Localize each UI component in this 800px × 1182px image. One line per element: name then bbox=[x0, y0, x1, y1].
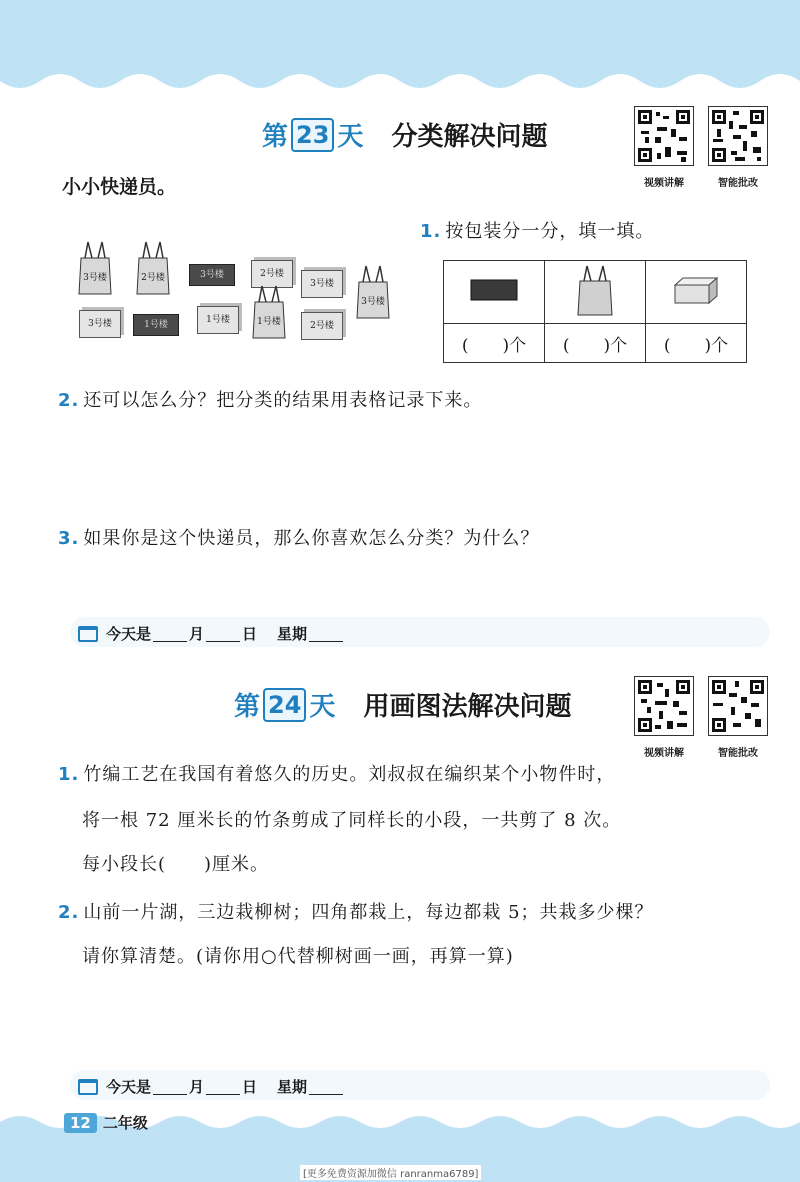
section1-heading bbox=[262, 116, 547, 153]
qr-video-label: 视频讲解 bbox=[644, 748, 684, 759]
intro-text: 小小快递员。 bbox=[62, 176, 177, 198]
qr-code-icon[interactable] bbox=[634, 676, 694, 736]
date-weekday-label: 星期 bbox=[277, 625, 308, 643]
table-cell bbox=[646, 261, 747, 324]
bag-label: 3号楼 bbox=[361, 297, 385, 307]
question-text: 山前一片湖，三边栽柳树；四角都栽上，每边都栽 5；共栽多少棵？ bbox=[83, 902, 654, 923]
qr-code-icon[interactable] bbox=[634, 106, 694, 166]
section2-day-label bbox=[234, 686, 335, 723]
qr-grading[interactable] bbox=[708, 676, 768, 759]
count-answer-cell[interactable]: ( )个 bbox=[545, 324, 646, 363]
box-label: 3号楼 bbox=[79, 310, 121, 338]
date-weekday-blank[interactable] bbox=[309, 1078, 343, 1095]
section2-question-1 bbox=[58, 760, 615, 786]
bag-label: 1号楼 bbox=[257, 317, 281, 327]
box-label: 2号楼 bbox=[301, 312, 343, 340]
section2-qr-group bbox=[634, 676, 768, 759]
question-number: 3. bbox=[58, 528, 80, 549]
day-prefix: 第 bbox=[262, 122, 289, 152]
qr-video-label: 视频讲解 bbox=[644, 178, 684, 189]
box-label: 1号楼 bbox=[197, 306, 239, 334]
shopping-bag-icon bbox=[575, 263, 615, 317]
question-text: 竹编工艺在我国有着悠久的历史。刘叔叔在编织某个小物件时， bbox=[83, 764, 616, 785]
box-package bbox=[79, 310, 121, 338]
table-row bbox=[444, 261, 747, 324]
top-wave-band bbox=[0, 0, 800, 95]
grade-label: 二年级 bbox=[102, 1114, 148, 1132]
date-month-blank[interactable] bbox=[153, 1078, 187, 1095]
section1-question-3 bbox=[58, 524, 539, 550]
section1-qr-group bbox=[634, 106, 768, 189]
envelope-package bbox=[189, 264, 235, 286]
package-illustration bbox=[75, 236, 395, 346]
section1-date-row bbox=[78, 623, 345, 644]
question-number: 1. bbox=[58, 764, 80, 785]
bag-package bbox=[77, 240, 113, 300]
envelope-package bbox=[133, 314, 179, 336]
question-text: 还可以怎么分？把分类的结果用表格记录下来。 bbox=[83, 390, 483, 411]
section2-date-row bbox=[78, 1076, 345, 1097]
box-icon bbox=[673, 275, 719, 305]
question-text-line: 每小段长( )厘米。 bbox=[82, 854, 270, 875]
question-text: 按包装分一分，填一填。 bbox=[445, 221, 655, 242]
date-month-blank[interactable] bbox=[153, 625, 187, 642]
question-number: 2. bbox=[58, 902, 80, 923]
box-package bbox=[197, 306, 239, 334]
date-today-label: 今天是 bbox=[106, 1078, 152, 1096]
date-day-label: 日 bbox=[242, 625, 258, 643]
date-day-blank[interactable] bbox=[206, 625, 240, 642]
day-number: 24 bbox=[263, 688, 306, 722]
date-weekday-blank[interactable] bbox=[309, 625, 343, 642]
box-package bbox=[301, 312, 343, 340]
question-number: 1. bbox=[420, 221, 442, 242]
box-label: 3号楼 bbox=[301, 270, 343, 298]
page-footer bbox=[64, 1112, 148, 1133]
question-text-line: 将一根 72 厘米长的竹条剪成了同样长的小段，一共剪了 8 次。 bbox=[82, 810, 622, 831]
qr-grading-label: 智能批改 bbox=[718, 178, 758, 189]
shopping-bag-icon bbox=[77, 240, 113, 296]
count-answer-cell[interactable]: ( )个 bbox=[646, 324, 747, 363]
section1-topic: 分类解决问题 bbox=[391, 122, 548, 152]
date-today-label: 今天是 bbox=[106, 625, 152, 643]
day-suffix: 天 bbox=[309, 692, 336, 722]
question-number: 2. bbox=[58, 390, 80, 411]
question-text: 如果你是这个快递员，那么你喜欢怎么分类？为什么？ bbox=[83, 528, 540, 549]
page-number: 12 bbox=[64, 1113, 97, 1133]
bag-package bbox=[135, 240, 171, 300]
day-number: 23 bbox=[291, 118, 334, 152]
section2-question-2 bbox=[58, 898, 654, 924]
calendar-icon bbox=[78, 1079, 98, 1095]
section2-topic: 用画图法解决问题 bbox=[363, 692, 572, 722]
table-cell bbox=[545, 261, 646, 324]
qr-code-icon[interactable] bbox=[708, 106, 768, 166]
shopping-bag-icon bbox=[251, 284, 287, 340]
question-text-line: 请你算清楚。(请你用○代替柳树画一画，再算一算) bbox=[82, 946, 514, 967]
watermark-note: [更多免费资源加微信 ranranma6789] bbox=[300, 1165, 481, 1180]
calendar-icon bbox=[78, 626, 98, 642]
table-row bbox=[444, 324, 747, 363]
bag-package bbox=[251, 284, 287, 344]
qr-code-icon[interactable] bbox=[708, 676, 768, 736]
envelope-label: 1号楼 bbox=[133, 314, 179, 336]
table-cell bbox=[444, 261, 545, 324]
bag-package bbox=[355, 264, 391, 324]
shopping-bag-icon bbox=[135, 240, 171, 296]
date-weekday-label: 星期 bbox=[277, 1078, 308, 1096]
envelope-label: 3号楼 bbox=[189, 264, 235, 286]
day-suffix: 天 bbox=[337, 122, 364, 152]
section1-question-2 bbox=[58, 386, 482, 412]
box-label: 2号楼 bbox=[251, 260, 293, 288]
section1-day-label bbox=[262, 116, 363, 153]
count-answer-cell[interactable]: ( )个 bbox=[444, 324, 545, 363]
section2-heading bbox=[234, 686, 571, 723]
section1-question-1 bbox=[420, 217, 654, 243]
top-wave-edge bbox=[0, 67, 800, 97]
date-month-label: 月 bbox=[189, 1078, 205, 1096]
envelope-icon bbox=[469, 277, 519, 303]
date-day-label: 日 bbox=[242, 1078, 258, 1096]
qr-video[interactable] bbox=[634, 106, 694, 189]
shopping-bag-icon bbox=[355, 264, 391, 320]
date-month-label: 月 bbox=[189, 625, 205, 643]
date-day-blank[interactable] bbox=[206, 1078, 240, 1095]
bag-label: 3号楼 bbox=[83, 273, 107, 283]
qr-grading-label: 智能批改 bbox=[718, 748, 758, 759]
bag-label: 2号楼 bbox=[141, 273, 165, 283]
sorting-table bbox=[443, 260, 747, 363]
qr-grading[interactable] bbox=[708, 106, 768, 189]
box-package bbox=[301, 270, 343, 298]
day-prefix: 第 bbox=[234, 692, 261, 722]
qr-video[interactable] bbox=[634, 676, 694, 759]
